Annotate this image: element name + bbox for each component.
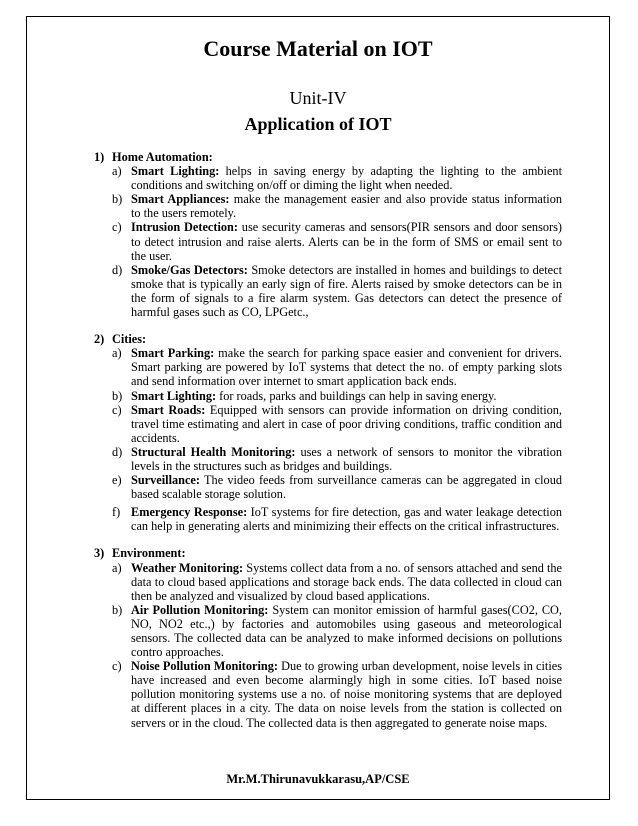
item-term: Smart Appliances: <box>131 192 230 207</box>
list-item <box>94 389 562 403</box>
section-home-automation <box>94 150 562 319</box>
section-number: 1) <box>94 150 105 164</box>
item-letter: b) <box>112 192 123 207</box>
list-item <box>94 505 562 533</box>
item-term: Smart Lighting: <box>131 388 217 403</box>
item-text: Equipped with sensors can provide information on driving condition, travel time estimating and alert in case of poor driving conditions, traffic condition and accidents. <box>131 402 562 445</box>
item-text: helps in saving energy by adapting the lighting to the ambient conditions and switching on/off or diming the light when needed. <box>131 164 562 193</box>
item-term: Air Pollution Monitoring: <box>131 602 269 617</box>
item-letter: a) <box>112 164 122 179</box>
list-item <box>94 561 562 603</box>
item-letter: c) <box>112 402 122 417</box>
list-item <box>94 603 562 659</box>
item-term: Surveillance: <box>131 473 200 488</box>
document-subtitle: Application of IOT <box>244 114 392 134</box>
section-title: Home Automation: <box>112 150 213 164</box>
list-item <box>94 659 562 729</box>
item-text: Due to growing urban development, noise levels in cities have increased and even become alarmingly high in some cities. IoT based noise pollution monitoring systems use a no. of noise monitoring systems that are deployed at different places in a city. The data on noise levels from the station is collected on servers or in the cloud. The collected data is then aggregated to generate noise maps. <box>131 659 562 730</box>
item-text: System can monitor emission of harmful gases(CO2, CO, NO, NO2 etc.,) by factories and automobiles using gaseous and meteorological sensors. The collected data can be analyzed to make informed decisions on pollutions contro approaches. <box>131 602 562 660</box>
unit-heading: Unit-IV <box>289 88 347 108</box>
item-letter: a) <box>112 346 122 361</box>
section-number: 3) <box>94 546 105 561</box>
item-letter: b) <box>112 388 123 403</box>
section-cities <box>94 332 562 533</box>
item-text: Systems collect data from a no. of sensors attached and send the data to cloud based applications and storage back ends. The data collected in cloud can then be analyzed and visualized by cloud based applications. <box>131 560 562 603</box>
item-term: Intrusion Detection: <box>131 220 238 235</box>
item-text: make the management easier and also provide status information to the users remotely. <box>131 192 563 221</box>
item-text: Smoke detectors are installed in homes and buildings to detect smoke that is typically an early sign of fire. Alerts raised by smoke detectors can be in the form of signals to a fire alarm system. Gas detectors can detect the presence of harmful gases such as CO, LPGetc., <box>131 262 562 320</box>
item-text: make the search for parking space easier and convenient for drivers. Smart parking are powered by IoT systems that detect the no. of empty parking slots and send information over internet to smart application back ends. <box>131 346 562 389</box>
document-title: Course Material on IOT <box>203 36 433 61</box>
item-text: The video feeds from surveillance cameras can be aggregated in cloud based scalable storage solution. <box>131 473 562 502</box>
item-text: uses a network of sensors to monitor the vibration levels in the structures such as bridges and buildings. <box>131 444 562 473</box>
list-item <box>94 403 562 445</box>
section-heading <box>94 332 562 346</box>
item-letter: c) <box>112 220 122 235</box>
item-text: for roads, parks and buildings can help in saving energy. <box>216 388 497 403</box>
item-term: Smart Roads: <box>131 402 206 417</box>
list-item <box>94 192 562 220</box>
list-item <box>94 164 562 192</box>
list-item <box>94 445 562 473</box>
item-letter: b) <box>112 602 123 617</box>
section-title: Environment: <box>112 546 186 561</box>
section-number: 2) <box>94 332 105 347</box>
item-term: Noise Pollution Monitoring: <box>131 659 278 674</box>
list-item <box>94 263 562 319</box>
item-letter: d) <box>112 444 123 459</box>
item-letter: a) <box>112 560 122 575</box>
item-text: use security cameras and sensors(PIR sensors and door sensors) to detect intrusion and raise alerts. Alerts can be in the form of SMS or email sent to the user. <box>131 220 562 263</box>
item-term: Weather Monitoring: <box>131 560 244 575</box>
item-letter: f) <box>112 505 121 520</box>
item-term: Smoke/Gas Detectors: <box>131 262 248 277</box>
item-term: Smart Parking: <box>131 346 215 361</box>
item-text: IoT systems for fire detection, gas and water leakage detection can help in generating alerts and minimizing their effects on the critical infrastructures. <box>131 505 562 534</box>
section-heading <box>94 546 562 560</box>
section-title: Cities: <box>112 332 147 347</box>
author-footer: Mr.M.Thirunavukkarasu,AP/CSE <box>226 772 410 786</box>
section-heading <box>94 150 562 164</box>
list-item <box>94 220 562 262</box>
item-letter: e) <box>112 473 122 488</box>
content-body <box>94 150 562 743</box>
list-item <box>94 346 562 388</box>
section-environment <box>94 546 562 729</box>
list-item <box>94 473 562 501</box>
item-term: Smart Lighting: <box>131 164 220 179</box>
item-letter: c) <box>112 659 122 674</box>
item-term: Emergency Response: <box>131 505 248 520</box>
item-term: Structural Health Monitoring: <box>131 444 296 459</box>
item-letter: d) <box>112 262 123 277</box>
